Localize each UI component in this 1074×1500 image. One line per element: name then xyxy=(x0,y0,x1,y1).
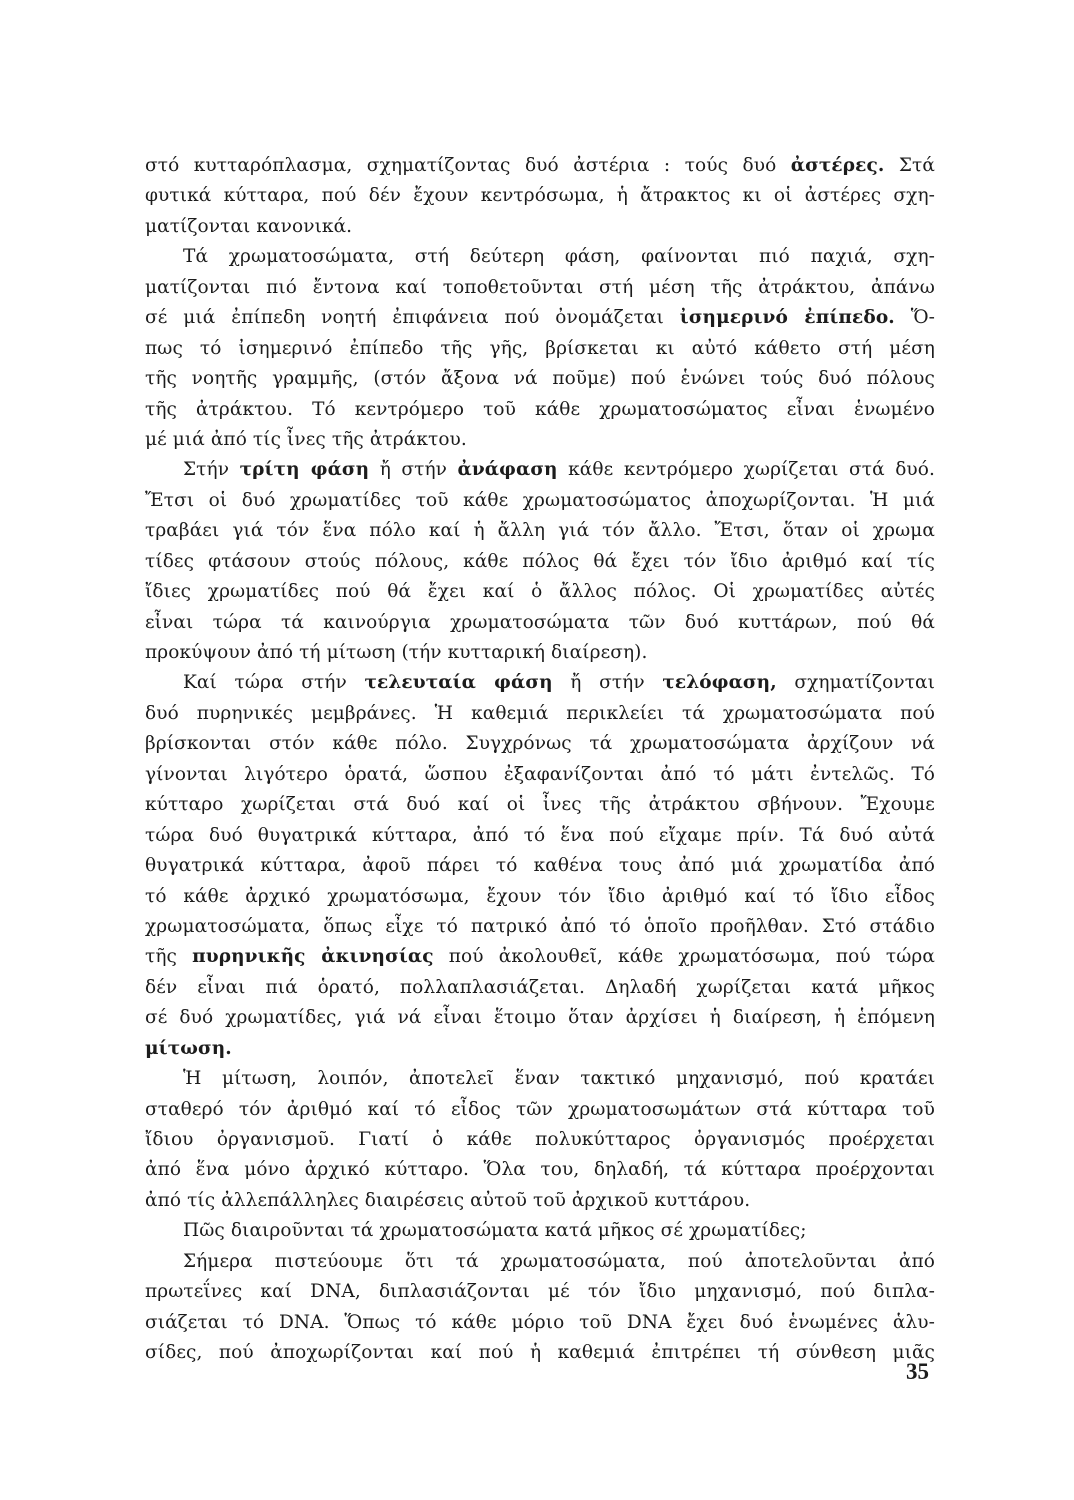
bold-term: ἰσημερινό ἐπίπεδο. xyxy=(679,307,895,329)
text-run: κάθε κεντρόμερο χωρίζεται στά δυό. xyxy=(557,459,935,481)
text-line xyxy=(145,942,935,972)
text-run: ματίζονται κανονικά. xyxy=(145,215,353,237)
text-line xyxy=(145,1216,935,1246)
text-run: Στήν xyxy=(183,459,240,481)
bold-term: τελευταία φάση xyxy=(364,672,553,694)
bold-term: πυρηνικῆς ἀκινησίας xyxy=(192,946,434,968)
text-run: Ἔτσι οἱ δυό χρωματίδες τοῦ κάθε χρωματοσώματος ἀποχωρίζονται. Ἡ μιά xyxy=(145,489,935,511)
text-run: προκύψουν ἀπό τή μίτωση (τήν κυτταρική διαίρεση). xyxy=(145,642,648,663)
text-run: σταθερό τόν ἀριθμό καί τό εἶδος τῶν χρωματοσωμάτων στά κύτταρα τοῦ xyxy=(145,1098,935,1120)
text-run: ἴδιες χρωματίδες πού θά ἔχει καί ὁ ἄλλος πόλος. Οἱ χρωματίδες αὐτές xyxy=(145,581,935,603)
text-line xyxy=(145,1338,935,1368)
text-run: τώρα δυό θυγατρικά κύτταρα, ἀπό τό ἕνα πού εἴχαμε πρίν. Τά δυό αὐτά xyxy=(145,824,935,846)
text-run: τίδες φτάσουν στούς πόλους, κάθε πόλος θά ἔχει τόν ἴδιο ἀριθμό καί τίς xyxy=(145,550,935,572)
text-line xyxy=(145,1064,935,1094)
bold-term: τελόφαση, xyxy=(662,672,777,694)
text-line xyxy=(145,1277,935,1307)
text-line xyxy=(145,608,935,638)
bold-term: ἀνάφαση xyxy=(457,459,558,481)
text-run: ἤ στήν xyxy=(369,459,458,481)
text-line xyxy=(145,973,935,1003)
text-line xyxy=(145,151,935,181)
text-run: δέν εἶναι πιά ὁρατό, πολλαπλασιάζεται. Δηλαδή χωρίζεται κατά μῆκος xyxy=(145,976,935,998)
text-line xyxy=(145,729,935,759)
text-run: ἀπό τίς ἀλλεπάλληλες διαιρέσεις αὐτοῦ τοῦ ἀρχικοῦ κυττάρου. xyxy=(145,1189,751,1211)
body-text xyxy=(145,151,935,1369)
text-run: τῆς xyxy=(145,946,193,968)
text-line xyxy=(145,577,935,607)
text-line xyxy=(145,821,935,851)
text-line xyxy=(145,638,935,668)
text-line xyxy=(145,1125,935,1155)
text-line xyxy=(145,790,935,820)
text-run: τῆς ἀτράκτου. Τό κεντρόμερο τοῦ κάθε χρωματοσώματος εἶναι ἑνωμένο xyxy=(145,398,935,420)
text-run: σέ δυό χρωματίδες, γιά νά εἶναι ἕτοιμο ὅταν ἀρχίσει ἡ διαίρεση, ἡ ἑπόμενη xyxy=(145,1007,935,1029)
text-line xyxy=(145,1003,935,1033)
text-run: βρίσκονται στόν κάθε πόλο. Συγχρόνως τά χρωματοσώματα ἀρχίζουν νά xyxy=(145,733,935,755)
text-line xyxy=(145,364,935,394)
text-run: στό κυτταρόπλασμα, σχηματίζοντας δυό ἀστέρια : τούς δυό xyxy=(145,155,791,176)
text-run: φυτικά κύτταρα, πού δέν ἔχουν κεντρόσωμα, ἡ ἄτρακτος κι οἱ ἀστέρες σχη- xyxy=(145,185,935,207)
text-line xyxy=(145,699,935,729)
text-line xyxy=(145,547,935,577)
text-run: τῆς νοητῆς γραμμῆς, (στόν ἄξονα νά ποῦμε) πού ἑνώνει τούς δυό πόλους xyxy=(145,368,935,390)
text-run: σίδες, πού ἀποχωρίζονται καί πού ἡ καθεμιά ἐπιτρέπει τή σύνθεση μιᾶς xyxy=(145,1342,935,1364)
text-line xyxy=(145,486,935,516)
text-line xyxy=(145,668,935,698)
text-run: πως τό ἰσημερινό ἐπίπεδο τῆς γῆς, βρίσκεται κι αὐτό κάθετο στή μέση xyxy=(145,337,935,359)
page-number: 35 xyxy=(906,1359,929,1384)
text-run: Πῶς διαιροῦνται τά χρωματοσώματα κατά μῆκος σέ χρωματίδες; xyxy=(183,1220,807,1242)
text-run: Ὅ- xyxy=(894,307,936,329)
text-line xyxy=(145,1308,935,1338)
text-run: Καί τώρα στήν xyxy=(183,672,365,694)
text-line xyxy=(145,334,935,364)
text-line xyxy=(145,425,935,455)
text-run: ματίζονται πιό ἔντονα καί τοποθετοῦνται στή μέση τῆς ἀτράκτου, ἀπάνω xyxy=(145,276,935,298)
text-run: σέ μιά ἐπίπεδη νοητή ἐπιφάνεια πού ὀνομάζεται xyxy=(145,307,680,329)
text-run: κύτταρο χωρίζεται στά δυό καί οἱ ἶνες τῆς ἀτράκτου σβήνουν. Ἔχουμε xyxy=(145,794,935,816)
text-run: σχηματίζονται xyxy=(776,672,936,694)
text-line xyxy=(145,1186,935,1216)
text-run: Στά xyxy=(884,155,935,176)
text-line xyxy=(145,912,935,942)
text-line xyxy=(145,882,935,912)
text-line xyxy=(145,242,935,272)
text-line xyxy=(145,1247,935,1277)
text-run: ἤ στήν xyxy=(552,672,663,694)
bold-term: τρίτη φάση xyxy=(239,459,370,481)
text-line xyxy=(145,1095,935,1125)
text-run: τραβάει γιά τόν ἕνα πόλο καί ἡ ἄλλη γιά τόν ἄλλο. Ἔτσι, ὅταν οἱ χρωμα xyxy=(145,520,935,542)
text-line xyxy=(145,455,935,485)
text-run: εἶναι τώρα τά καινούργια χρωματοσώματα τῶν δυό κυττάρων, πού θά xyxy=(145,611,935,633)
text-run: ἴδιου ὀργανισμοῦ. Γιατί ὁ κάθε πολυκύτταρος ὀργανισμός προέρχεται xyxy=(145,1129,935,1150)
text-run: μέ μιά ἀπό τίς ἶνες τῆς ἀτράκτου. xyxy=(145,428,467,450)
text-run: γίνονται λιγότερο ὁρατά, ὥσπου ἐξαφανίζονται ἀπό τό μάτι ἐντελῶς. Τό xyxy=(145,763,935,785)
text-line xyxy=(145,1155,935,1185)
text-line xyxy=(145,760,935,790)
text-run: Ἡ μίτωση, λοιπόν, ἀποτελεῖ ἕναν τακτικό μηχανισμό, πού κρατάει xyxy=(183,1068,935,1090)
text-run: ἀπό ἕνα μόνο ἀρχικό κύτταρο. Ὅλα του, δηλαδή, τά κύτταρα προέρχονται xyxy=(145,1159,935,1181)
text-line xyxy=(145,212,935,242)
text-run: θυγατρικά κύτταρα, ἀφοῦ πάρει τό καθένα τους ἀπό μιά χρωματίδα ἀπό xyxy=(145,855,935,877)
text-run: χρωματοσώματα, ὅπως εἶχε τό πατρικό ἀπό τό ὁποῖο προῆλθαν. Στό στάδιο xyxy=(145,915,935,937)
text-run: πού ἀκολουθεῖ, κάθε χρωματόσωμα, πού τώρα xyxy=(433,946,935,968)
text-run: δυό πυρηνικές μεμβράνες. Ἡ καθεμιά περικλείει τά χρωματοσώματα πού xyxy=(145,702,935,724)
text-run: Σήμερα πιστεύουμε ὅτι τά χρωματοσώματα, πού ἀποτελοῦνται ἀπό xyxy=(183,1250,935,1272)
text-line xyxy=(145,303,935,333)
text-run: σιάζεται τό DNA. Ὅπως τό κάθε μόριο τοῦ DNA ἔχει δυό ἑνωμένες ἁλυ- xyxy=(145,1311,935,1333)
text-line xyxy=(145,395,935,425)
text-run: τό κάθε ἀρχικό χρωματόσωμα, ἔχουν τόν ἴδιο ἀριθμό καί τό ἴδιο εἶδος xyxy=(145,885,935,907)
text-run: Τά χρωματοσώματα, στή δεύτερη φάση, φαίνονται πιό παχιά, σχη- xyxy=(183,246,935,268)
text-line xyxy=(145,1034,935,1064)
bold-term: ἀστέρες. xyxy=(790,155,885,176)
bold-term: μίτωση. xyxy=(145,1037,232,1059)
text-run: πρωτεΐνες καί DNA, διπλασιάζονται μέ τόν ἴδιο μηχανισμό, πού διπλα- xyxy=(145,1281,935,1303)
text-line xyxy=(145,851,935,881)
text-line xyxy=(145,273,935,303)
text-line xyxy=(145,516,935,546)
text-line xyxy=(145,181,935,211)
